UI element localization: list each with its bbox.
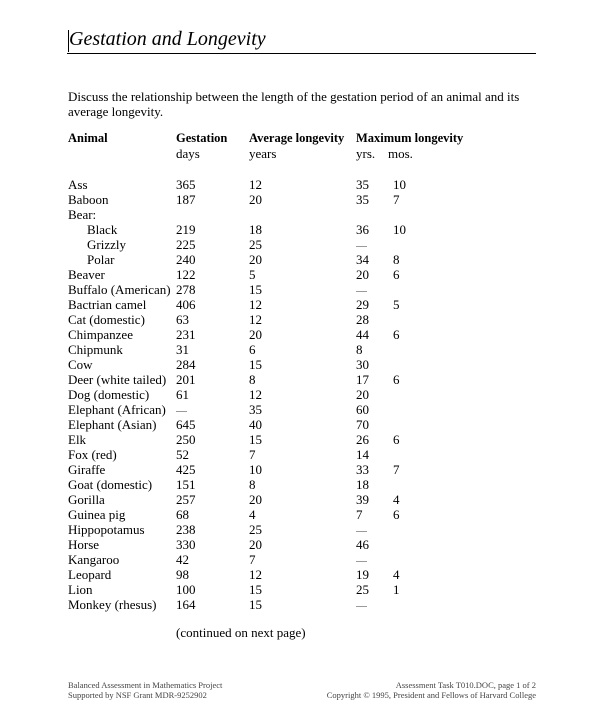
footer-right [327,680,536,700]
table-row [68,252,488,267]
cell-max-yrs: 20 [356,387,369,402]
table-row [68,462,488,477]
cell-max-yrs: 34 [356,252,369,267]
cell-avg-longevity: 35 [249,402,262,417]
cell-avg-longevity: 15 [249,357,262,372]
cell-animal: Cat (domestic) [68,312,145,327]
cell-max-mos: 5 [393,297,400,312]
cell-max-yrs [356,237,367,252]
cell-animal: Fox (red) [68,447,117,462]
cell-animal: Baboon [68,192,109,207]
cell-max-mos: 1 [393,582,400,597]
cell-max-mos: 4 [393,567,400,582]
header-avg-longevity: Average longevity [249,131,345,145]
dash-mark [176,411,187,412]
header-max-longevity: Maximum longevity [356,131,464,145]
cell-max-mos: 6 [393,372,400,387]
cell-avg-longevity: 20 [249,327,262,342]
table-row [68,537,488,552]
table-row [68,447,488,462]
cell-gestation: 63 [176,312,189,327]
cell-gestation: 330 [176,537,196,552]
cell-avg-longevity: 12 [249,177,262,192]
cell-gestation: 98 [176,567,189,582]
cell-animal: Lion [68,582,93,597]
table-row [68,192,488,207]
cell-max-yrs: 46 [356,537,369,552]
table-row [68,507,488,522]
table-row [68,567,488,582]
unit-gestation: days [176,146,200,161]
table-row [68,357,488,372]
table-row [68,177,488,192]
table-row [68,597,488,612]
cell-max-yrs: 44 [356,327,369,342]
cell-animal: Chimpanzee [68,327,133,342]
cell-animal: Grizzly [87,237,126,252]
cell-max-yrs: 60 [356,402,369,417]
prompt-text: Discuss the relationship between the length of the gestation period of an animal and its average longevity. [68,89,520,119]
cell-max-yrs: 35 [356,192,369,207]
dash-mark [356,246,367,247]
cell-avg-longevity: 20 [249,537,262,552]
cell-animal: Black [87,222,118,237]
cell-gestation: 406 [176,297,196,312]
cell-animal: Beaver [68,267,105,282]
cell-animal: Elephant (African) [68,402,166,417]
cell-max-mos: 4 [393,492,400,507]
cell-max-yrs: 36 [356,222,369,237]
table-row [68,237,488,252]
cell-animal: Goat (domestic) [68,477,153,492]
header-animal: Animal [68,131,108,145]
cell-gestation: 425 [176,462,196,477]
cell-avg-longevity: 15 [249,597,262,612]
table-row [68,342,488,357]
cell-avg-longevity: 20 [249,492,262,507]
table-row [68,297,488,312]
cell-avg-longevity: 15 [249,432,262,447]
table-row [68,432,488,447]
cell-max-yrs: 8 [356,342,363,357]
cell-max-yrs: 28 [356,312,369,327]
cell-animal: Leopard [68,567,112,582]
cell-max-yrs: 30 [356,357,369,372]
cell-avg-longevity: 20 [249,192,262,207]
cell-max-mos: 8 [393,252,400,267]
cell-max-yrs [356,552,367,567]
cell-animal: Monkey (rhesus) [68,597,157,612]
cell-max-yrs: 26 [356,432,369,447]
cell-max-yrs: 35 [356,177,369,192]
cell-avg-longevity: 7 [249,552,256,567]
cell-animal: Polar [87,252,115,267]
cell-max-mos: 6 [393,507,400,522]
cell-animal: Bear: [68,207,97,222]
cell-avg-longevity: 20 [249,252,262,267]
cell-animal: Hippopotamus [68,522,145,537]
table-row [68,492,488,507]
header-gestation: Gestation [176,131,228,145]
cell-avg-longevity: 12 [249,312,262,327]
cell-avg-longevity: 15 [249,282,262,297]
cell-animal: Bactrian camel [68,297,147,312]
dash-mark [356,531,367,532]
cell-avg-longevity: 25 [249,522,262,537]
cell-gestation: 250 [176,432,196,447]
cell-animal: Cow [68,357,93,372]
table-row [68,522,488,537]
cell-max-yrs [356,597,367,612]
cell-max-yrs: 7 [356,507,363,522]
cell-max-yrs: 19 [356,567,369,582]
cell-animal: Ass [68,177,88,192]
cell-max-yrs: 14 [356,447,369,462]
table-row [68,402,488,417]
cell-max-mos: 10 [393,222,406,237]
cell-animal: Kangaroo [68,552,120,567]
cell-avg-longevity: 25 [249,237,262,252]
footer-left [68,680,222,700]
cell-gestation: 100 [176,582,196,597]
cell-avg-longevity: 12 [249,567,262,582]
cell-gestation: 365 [176,177,196,192]
unit-avg: years [249,146,277,161]
dash-mark [356,291,367,292]
cell-avg-longevity: 18 [249,222,262,237]
table-row [68,282,488,297]
table-row [68,387,488,402]
cell-avg-longevity: 6 [249,342,256,357]
cell-gestation: 284 [176,357,196,372]
footer-task: Assessment Task T010.DOC, page 1 of 2 [395,680,536,690]
cell-gestation: 122 [176,267,196,282]
cell-avg-longevity: 7 [249,447,256,462]
table-row [68,552,488,567]
cell-max-mos: 6 [393,267,400,282]
cell-animal: Dog (domestic) [68,387,150,402]
cell-avg-longevity: 4 [249,507,256,522]
continued-note: (continued on next page) [176,625,306,640]
cell-max-yrs: 20 [356,267,369,282]
table-row [68,417,488,432]
cell-gestation: 42 [176,552,189,567]
cell-gestation: 61 [176,387,189,402]
cell-gestation: 257 [176,492,196,507]
cell-max-yrs: 18 [356,477,369,492]
cell-avg-longevity: 12 [249,297,262,312]
cell-animal: Gorilla [68,492,105,507]
cell-avg-longevity: 8 [249,372,256,387]
table-row [68,312,488,327]
cell-gestation: 164 [176,597,196,612]
cell-max-yrs: 39 [356,492,369,507]
dash-mark [356,561,367,562]
cell-gestation: 68 [176,507,189,522]
cell-gestation: 645 [176,417,196,432]
cell-max-mos: 10 [393,177,406,192]
cell-max-yrs [356,522,367,537]
table-row [68,267,488,282]
cell-max-yrs: 25 [356,582,369,597]
cell-max-yrs: 17 [356,372,369,387]
cell-animal: Guinea pig [68,507,126,522]
cell-max-yrs: 33 [356,462,369,477]
cell-gestation [176,402,187,417]
dash-mark [356,606,367,607]
cell-avg-longevity: 8 [249,477,256,492]
cell-gestation: 231 [176,327,196,342]
cell-max-mos: 6 [393,432,400,447]
cell-gestation: 225 [176,237,196,252]
cell-animal: Elk [68,432,87,447]
table-row [68,222,488,237]
table-row [68,582,488,597]
footer-grant: Supported by NSF Grant MDR-9252902 [68,690,207,700]
cell-max-yrs: 29 [356,297,369,312]
cell-gestation: 52 [176,447,189,462]
table-row [68,477,488,492]
cell-max-yrs [356,282,367,297]
cell-avg-longevity: 40 [249,417,262,432]
cell-gestation: 187 [176,192,196,207]
table-row [68,372,488,387]
cell-avg-longevity: 12 [249,387,262,402]
footer-project: Balanced Assessment in Mathematics Project [68,680,223,690]
cell-gestation: 219 [176,222,196,237]
cell-animal: Buffalo (American) [68,282,171,297]
cell-gestation: 31 [176,342,189,357]
cell-gestation: 238 [176,522,196,537]
unit-max-yrs: yrs. [356,146,376,161]
cell-max-mos: 7 [393,462,400,477]
table-row [68,207,488,222]
footer-copyright: Copyright © 1995, President and Fellows of Harvard College [326,690,536,700]
cell-gestation: 201 [176,372,196,387]
cell-animal: Giraffe [68,462,106,477]
cell-animal: Deer (white tailed) [68,372,167,387]
cell-animal: Horse [68,537,100,552]
cell-max-yrs: 70 [356,417,369,432]
cell-gestation: 151 [176,477,196,492]
unit-max-mos: mos. [388,146,413,161]
cell-max-mos: 7 [393,192,400,207]
cell-animal: Chipmunk [68,342,123,357]
cell-max-mos: 6 [393,327,400,342]
table-row [68,327,488,342]
cell-gestation: 240 [176,252,196,267]
page-title: Gestation and Longevity [69,28,266,50]
cell-gestation: 278 [176,282,196,297]
cell-animal: Elephant (Asian) [68,417,157,432]
cell-avg-longevity: 10 [249,462,262,477]
cell-avg-longevity: 5 [249,267,256,282]
cell-avg-longevity: 15 [249,582,262,597]
